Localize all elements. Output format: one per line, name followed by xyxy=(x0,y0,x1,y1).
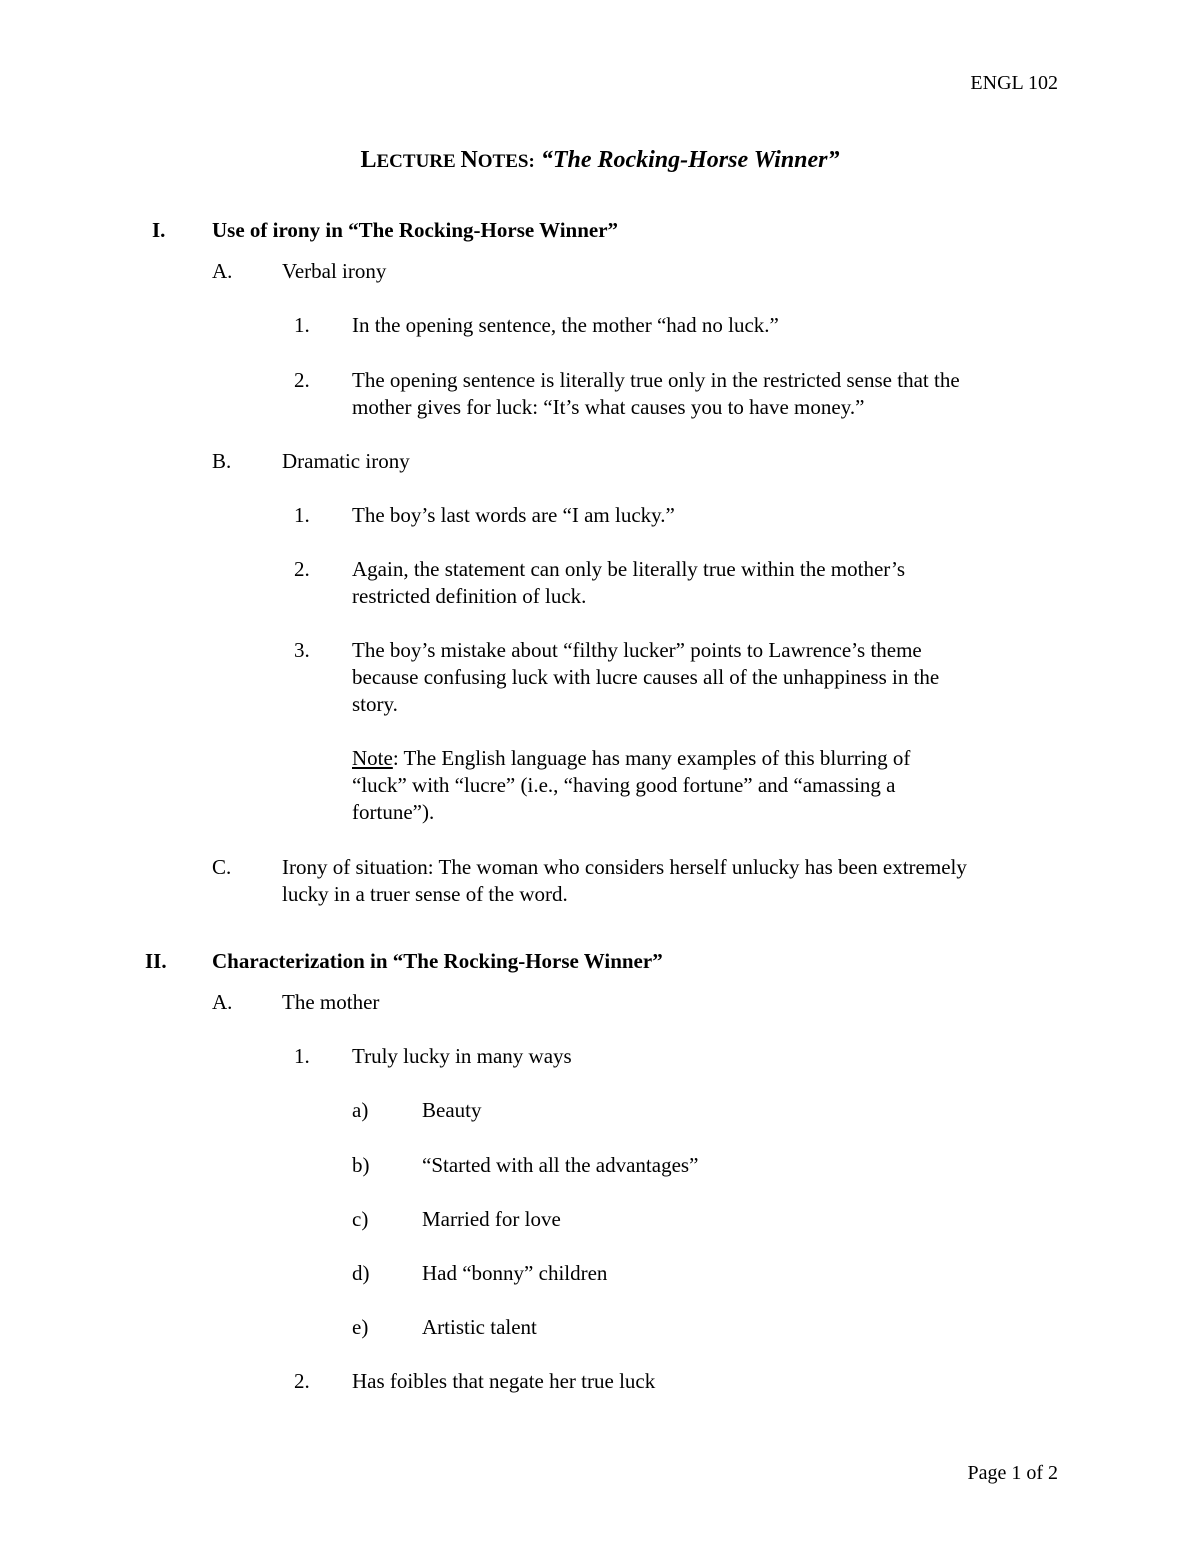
section-1-a-2-line1: The opening sentence is literally true only in the restricted sense that the xyxy=(352,368,960,392)
section-1-heading: Use of irony in “The Rocking-Horse Winner” xyxy=(212,218,619,242)
sub-item-letter: b) xyxy=(352,1153,370,1177)
section-2-a-2-text: Has foibles that negate her true luck xyxy=(352,1369,656,1393)
page-title xyxy=(0,145,1200,177)
note-label: Note xyxy=(352,746,393,770)
sub-item-letter: e) xyxy=(352,1315,369,1339)
course-code: ENGL 102 xyxy=(970,72,1058,94)
sub-item-letter: d) xyxy=(352,1261,370,1285)
section-1-a-2-num: 2. xyxy=(294,368,310,392)
section-2-a-label: The mother xyxy=(282,990,380,1014)
note-line1-rest: : The English language has many examples of this blurring of xyxy=(392,746,911,770)
page-number: Page 1 of 2 xyxy=(967,1462,1058,1484)
title-rest-lecture: ECTURE xyxy=(376,151,461,172)
section-1-b-3-num: 3. xyxy=(294,638,310,662)
sub-item-text: Married for love xyxy=(422,1207,561,1231)
section-2-a-letter: A. xyxy=(212,990,233,1014)
section-1-a-letter: A. xyxy=(212,259,233,283)
section-1-c-letter: C. xyxy=(212,855,232,879)
note-line2: “luck” with “lucre” (i.e., “having good fortune” and “amassing a xyxy=(352,773,896,797)
title-initial-n: N xyxy=(460,147,478,173)
section-1-numeral: I. xyxy=(152,218,166,242)
title-work: “The Rocking-Horse Winner” xyxy=(540,147,840,173)
title-initial-l: L xyxy=(360,147,377,173)
section-1-c-line2: lucky in a truer sense of the word. xyxy=(282,882,568,906)
note-line1 xyxy=(352,745,910,772)
note-line3: fortune”). xyxy=(352,800,435,824)
section-1-b-1-num: 1. xyxy=(294,503,310,527)
section-1-b-2-line2: restricted definition of luck. xyxy=(352,584,587,608)
section-1-a-2-line2: mother gives for luck: “It’s what causes you to have money.” xyxy=(352,395,865,419)
section-2-a-1-num: 1. xyxy=(294,1044,310,1068)
sub-item-text: Beauty xyxy=(422,1098,482,1122)
sub-item-text: Had “bonny” children xyxy=(422,1261,608,1285)
section-1-b-1-text: The boy’s last words are “I am lucky.” xyxy=(352,503,675,527)
section-1-a-1-num: 1. xyxy=(294,313,310,337)
section-1-b-2-line1: Again, the statement can only be literally true within the mother’s xyxy=(352,557,906,581)
section-2-a-1-text: Truly lucky in many ways xyxy=(352,1044,572,1068)
section-1-b-3-line2: because confusing luck with lucre causes all of the unhappiness in the xyxy=(352,665,940,689)
section-1-c-line1: Irony of situation: The woman who considers herself unlucky has been extremely xyxy=(282,855,967,879)
sub-item-letter: a) xyxy=(352,1098,369,1122)
section-1-b-label: Dramatic irony xyxy=(282,449,410,473)
section-1-b-2-num: 2. xyxy=(294,557,310,581)
section-1-b-letter: B. xyxy=(212,449,232,473)
sub-item-letter: c) xyxy=(352,1207,369,1231)
section-2-numeral: II. xyxy=(145,949,167,973)
section-2-heading: Characterization in “The Rocking-Horse Winner” xyxy=(212,949,663,973)
section-1-a-1-text: In the opening sentence, the mother “had no luck.” xyxy=(352,313,779,337)
section-1-a-label: Verbal irony xyxy=(282,259,387,283)
title-rest-notes: OTES: xyxy=(477,151,535,172)
section-1-b-3-line3: story. xyxy=(352,692,398,716)
sub-item-text: Artistic talent xyxy=(422,1315,537,1339)
section-1-b-3-line1: The boy’s mistake about “filthy lucker” points to Lawrence’s theme xyxy=(352,638,922,662)
sub-item-text: “Started with all the advantages” xyxy=(422,1153,699,1177)
section-2-a-2-num: 2. xyxy=(294,1369,310,1393)
